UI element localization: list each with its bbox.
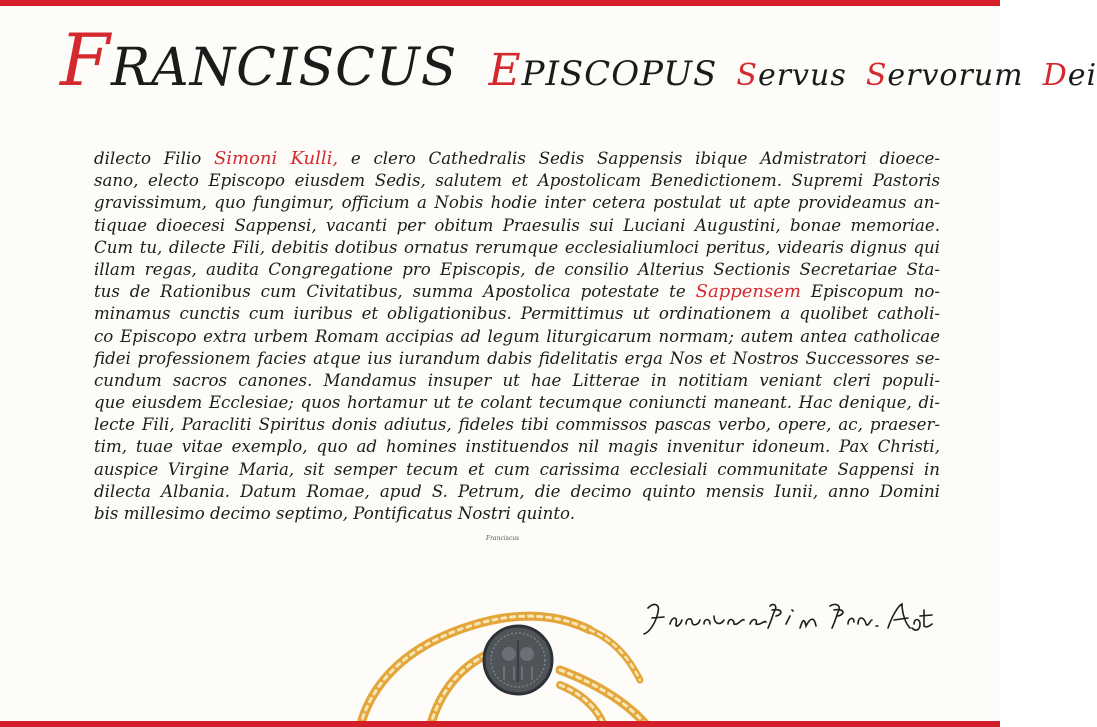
- lead-seal-bulla: [478, 620, 558, 700]
- recipient-name: Simoni Kulli,: [213, 148, 339, 169]
- text-line-2: sano, electo Episcopo eiusdem Sedis, salutem et Apostolicam Benedictionem. Supremi Pastoris: [94, 171, 940, 191]
- heading-dei: Dei: [1042, 58, 1097, 93]
- top-red-border: [0, 0, 1000, 6]
- see-name: Sappensem: [695, 281, 801, 303]
- text-line-5: Cum tu, dilecte Fili, debitis dotibus ornatus rerumque ecclesialiumloci peritus, videaris dignus qui: [94, 237, 940, 257]
- text-line-10: fidei professionem facies atque ius iurandum dabis fidelitatis erga Nos et Nostros Successores se-: [94, 348, 940, 368]
- heading-servus-initial: S: [736, 58, 758, 93]
- text-line-6: illam regas, audita Congregatione pro Episcopis, de consilio Alterius Sectionis Secretariae Sta-: [94, 259, 940, 279]
- text-line-4: tiquae dioecesi Sappensi, vacanti per obitum Praesulis sui Luciani Augustini, bonae memoriae.: [94, 215, 940, 235]
- pope-signature-small: Franciscus: [486, 535, 520, 542]
- bull-body-text: [94, 148, 940, 525]
- text-line-16: dilecta Albania. Datum Romae, apud S. Petrum, die decimo quinto mensis Iunii, anno Domini: [94, 481, 940, 501]
- text-line-15: auspice Virgine Maria, sit semper tecum et cum carissima ecclesiali communitate Sappensi in: [94, 459, 940, 479]
- heading-episcopus-initial: E: [488, 45, 522, 96]
- text-line-1: dilecto Filio Simoni Kulli, e clero Cathedralis Sedis Sappensis ibique Admistratori dioece-: [94, 148, 940, 169]
- text-line-7: tus de Rationibus cum Civitatibus, summa Apostolica potestate te Sappensem Episcopum no-: [94, 281, 940, 303]
- papal-heading: [60, 18, 1097, 138]
- heading-dei-initial: D: [1042, 58, 1068, 93]
- text-line-11: cundum sacros canones. Mandamus insuper ut hae Litterae in notitiam veniant cleri populi-: [94, 370, 940, 390]
- text-line-13: lecte Fili, Paracliti Spiritus donis adiutus, fideles tibi commissos pascas verbo, opere, ac, praeser-: [94, 415, 940, 435]
- text-line-8: minamus cunctis cum iuribus et obligationibus. Permittimus ut ordinationem a quolibet catholi-: [94, 304, 940, 324]
- heading-franciscus: FRANCISCUS: [60, 18, 458, 102]
- text-line-17: bis millesimo decimo septimo, Pontificatus Nostri quinto.: [94, 504, 575, 523]
- heading-servorum-initial: S: [865, 58, 888, 93]
- bottom-red-border: [0, 721, 1000, 727]
- text-line-9: co Episcopo extra urbem Romam accipias ad legum liturgicarum normam; autem antea catholicae: [94, 326, 940, 346]
- heading-episcopus: EPISCOPUS: [488, 45, 718, 96]
- text-line-12: que eiusdem Ecclesiae; quos hortamur ut te colant tecumque coniuncti maneant. Hac denique, di-: [94, 393, 940, 413]
- text-line-14: tim, tuae vitae exemplo, quo ad homines instituendos nil magis invenitur idoneum. Pax Christi,: [94, 437, 940, 457]
- heading-servus: Servus: [736, 58, 847, 93]
- text-line-3: gravissimum, quo fungimur, officium a Nobis hodie inter cetera postulat ut apte provideamus an-: [94, 193, 940, 213]
- heading-franciscus-initial: F: [60, 18, 111, 102]
- heading-servorum: Servorum: [865, 58, 1024, 93]
